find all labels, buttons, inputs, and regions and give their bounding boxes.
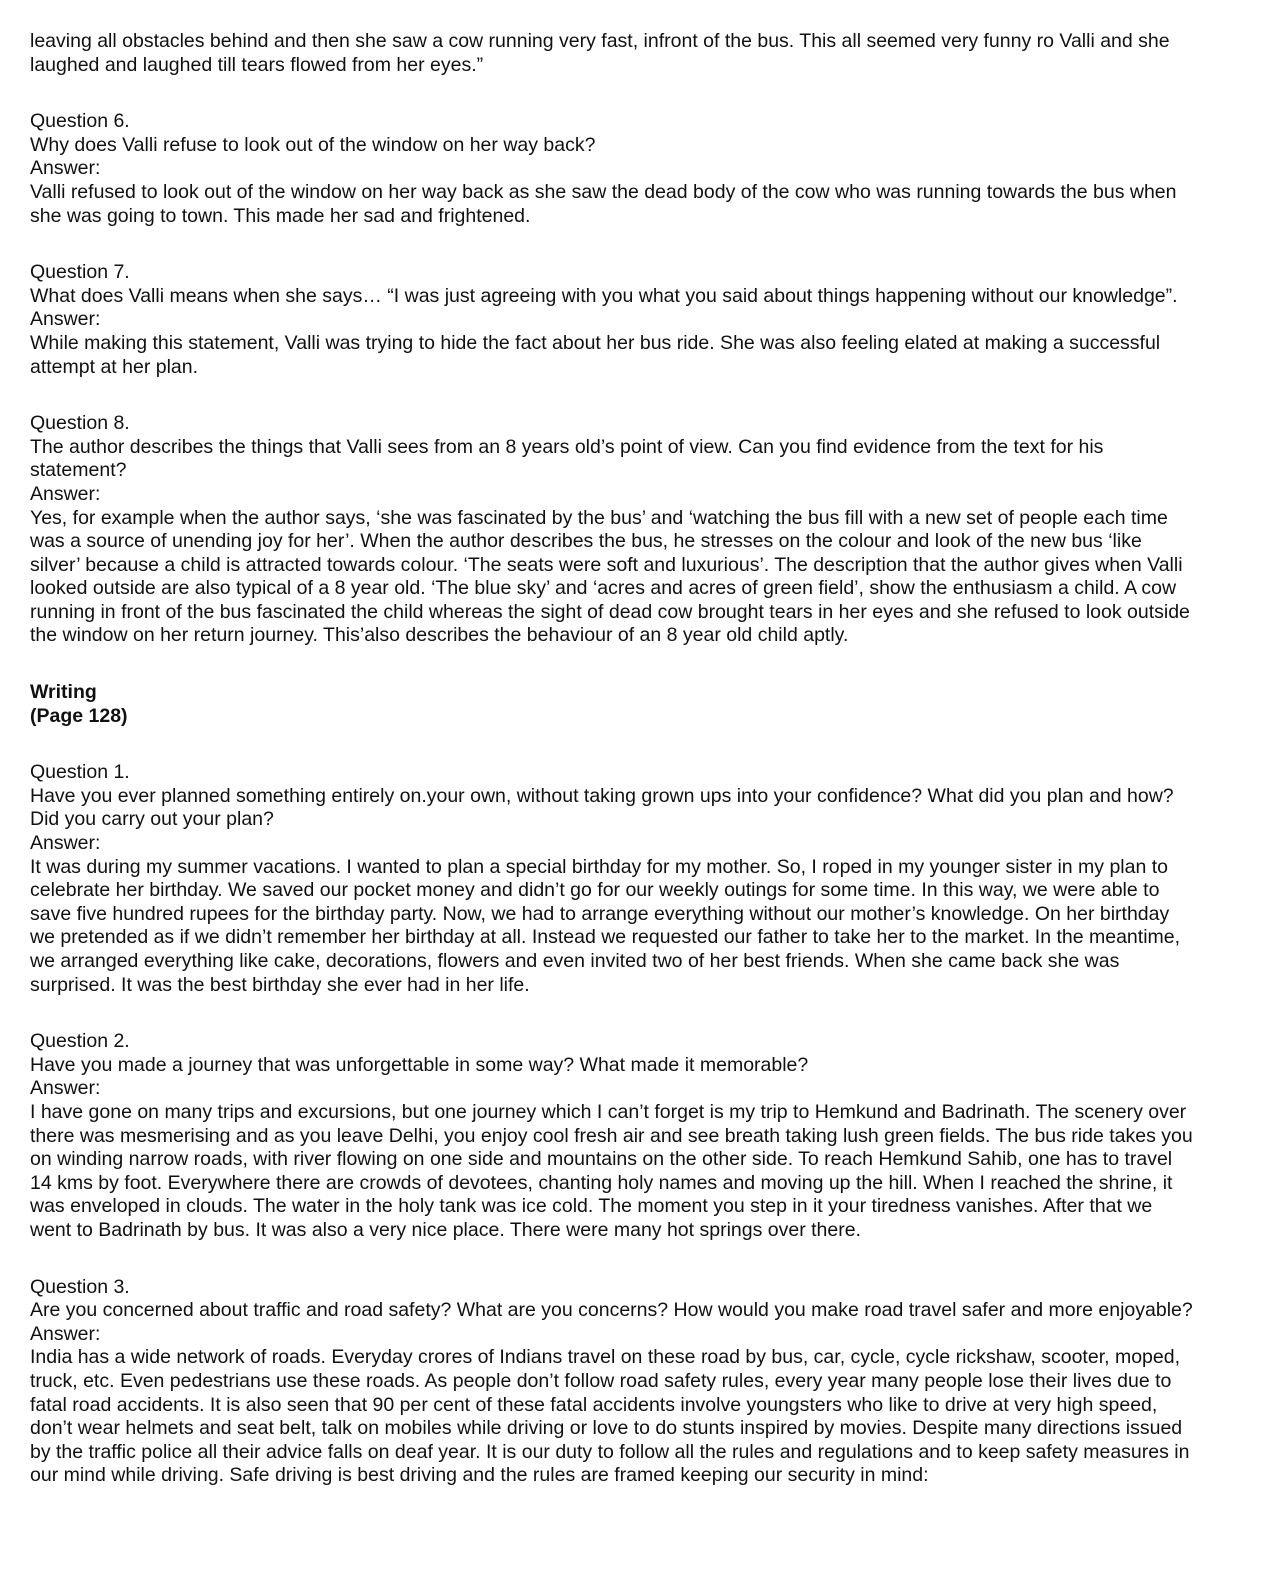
text-line: laughed and laughed till tears flowed from her eyes.” <box>30 53 484 76</box>
answer-line: running in front of the bus fascinated the child whereas the sight of dead cow brought tears in her eyes and she refused to look outside <box>30 600 1190 623</box>
answer-line: save five hundred rupees for the birthday party. Now, we had to arrange everything without our mother’s knowledge. On her birthday <box>30 902 1170 925</box>
answer-line: don’t wear helmets and seat belt, talk on mobiles while driving or love to do stunts inspired by movies. Despite many directions issued <box>30 1417 1183 1440</box>
answer-line: by the traffic police all their advice falls on deaf year. It is our duty to follow all the rules and regulations and to keep safety measures in <box>30 1440 1190 1463</box>
answer-line: the window on her return journey. This’also describes the behaviour of an 8 year old child aptly. <box>30 624 849 647</box>
answer-line: Yes, for example when the author says, ‘she was fascinated by the bus’ and ‘watching the bus fill with a new set of people each time <box>30 506 1168 529</box>
question-label: Question 7. <box>30 261 130 284</box>
answer-line: silver’ because a child is attracted towards colour. ‘The seats were soft and luxurious’. The description that the author gives when Valli <box>30 553 1183 576</box>
answer-line: truck, etc. Even pedestrians use these roads. As people don’t follow road safety rules, every year many people lose their lives due to <box>30 1369 1172 1392</box>
question-text: The author describes the things that Valli sees from an 8 years old’s point of view. Can you find evidence from the text for his <box>30 435 1104 458</box>
question-text: Are you concerned about traffic and road safety? What are you concerns? How would you make road travel safer and more enjoyable? <box>30 1299 1193 1322</box>
answer-label: Answer: <box>30 1322 101 1345</box>
answer-line: celebrate her birthday. We saved our pocket money and didn’t go for our weekly outings for some time. In this way, we were able to <box>30 879 1160 902</box>
answer-line: 14 kms by foot. Everywhere there are crowds of devotees, chanting holy names and moving up the hill. When I reached the shrine, it <box>30 1171 1173 1194</box>
answer-label: Answer: <box>30 832 101 855</box>
answer-label: Answer: <box>30 482 101 505</box>
answer-line: India has a wide network of roads. Everyday crores of Indians travel on these road by bus, car, cycle, cycle rickshaw, scooter, moped, <box>30 1346 1180 1369</box>
answer-label: Answer: <box>30 308 101 331</box>
answer-line: It was during my summer vacations. I wanted to plan a special birthday for my mother. So, I roped in my younger sister in my plan to <box>30 855 1169 878</box>
writing-question-3 <box>30 1276 1268 1488</box>
question-6 <box>30 110 1268 228</box>
question-label: Question 1. <box>30 761 130 784</box>
answer-line: was a source of unending joy for her’. When the author describes the bus, he stresses on the colour and look of the new bus ‘like <box>30 530 1142 553</box>
answer-line: on winding narrow roads, with river flowing on one side and mountains on the other side. To reach Hemkund Sahib, one has to travel <box>30 1148 1173 1171</box>
answer-label: Answer: <box>30 1077 101 1100</box>
answer-line: our mind while driving. Safe driving is best driving and the rules are framed keeping our security in mind: <box>30 1464 929 1487</box>
question-label: Question 2. <box>30 1030 130 1053</box>
section-heading: Writing <box>30 681 97 704</box>
answer-line: fatal road accidents. It is also seen that 90 per cent of these fatal accidents involve youngsters who like to drive at very high speed, <box>30 1393 1158 1416</box>
answer-line: looked outside are also typical of a 8 year old. ‘The blue sky’ and ‘acres and acres of green field’, show the enthusiasm a child. A cow <box>30 577 1177 600</box>
answer-line: surprised. It was the best birthday she ever had in her life. <box>30 973 530 996</box>
answer-line: I have gone on many trips and excursions, but one journey which I can’t forget is my trip to Hemkund and Badrinath. The scenery over <box>30 1100 1187 1123</box>
question-text: Why does Valli refuse to look out of the window on her way back? <box>30 133 596 156</box>
intro-paragraph <box>30 30 1268 77</box>
answer-line: went to Badrinath by bus. It was also a very nice place. There were many hot springs over there. <box>30 1218 861 1241</box>
page-reference: (Page 128) <box>30 704 128 727</box>
answer-line: Valli refused to look out of the window on her way back as she saw the dead body of the cow who was running towards the bus when <box>30 180 1177 203</box>
question-8 <box>30 412 1268 648</box>
question-label: Question 8. <box>30 412 130 435</box>
writing-question-2 <box>30 1030 1268 1242</box>
answer-label: Answer: <box>30 157 101 180</box>
document-page <box>30 30 1268 1521</box>
answer-line: there was mesmerising and as you leave Delhi, you enjoy cool fresh air and see breath taking lush green fields. The bus ride takes you <box>30 1124 1193 1147</box>
answer-line: we pretended as if we didn’t remember her birthday at all. Instead we requested our father to take her to the market. In the meantime, <box>30 926 1181 949</box>
question-label: Question 3. <box>30 1275 130 1298</box>
question-7 <box>30 261 1268 379</box>
writing-question-1 <box>30 761 1268 997</box>
answer-line: she was going to town. This made her sad and frightened. <box>30 204 531 227</box>
answer-line: While making this statement, Valli was trying to hide the fact about her bus ride. She was also feeling elated at making a successful <box>30 331 1161 354</box>
question-text: Have you made a journey that was unforgettable in some way? What made it memorable? <box>30 1053 809 1076</box>
answer-line: was enveloped in clouds. The water in the holy tank was ice cold. The moment you step in it your tiredness vanishes. After that we <box>30 1195 1153 1218</box>
answer-line: attempt at her plan. <box>30 355 199 378</box>
question-text: statement? <box>30 459 127 482</box>
question-label: Question 6. <box>30 110 130 133</box>
writing-section-heading <box>30 681 1268 728</box>
question-text: What does Valli means when she says… “I was just agreeing with you what you said about things happening without our knowledge”. <box>30 284 1178 307</box>
question-text: Have you ever planned something entirely on.your own, without taking grown ups into your confidence? What did you plan and how? <box>30 784 1174 807</box>
question-text: Did you carry out your plan? <box>30 808 274 831</box>
answer-line: we arranged everything like cake, decorations, flowers and even invited two of her best friends. When she came back she was <box>30 950 1120 972</box>
text-line: leaving all obstacles behind and then she saw a cow running very fast, infront of the bus. This all seemed very funny ro Valli and she <box>30 30 1170 52</box>
